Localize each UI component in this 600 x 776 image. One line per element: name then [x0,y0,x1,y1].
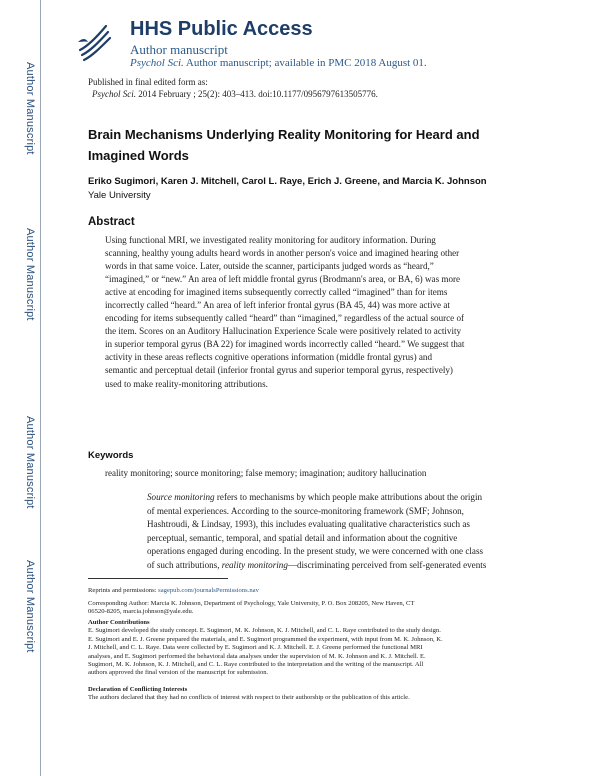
conflict-statement: Declaration of Conflicting Interests The authors declared that they had no conflicts of interest with respect to their authorship or the publication of this article. [88,686,528,703]
keywords-list: reality monitoring; source monitoring; false memory; imagination; auditory hallucination [105,468,427,478]
contributions-heading: Author Contributions [88,619,150,626]
citation-line: Psychol Sci. 2014 February ; 25(2): 403–413. doi:10.1177/0956797613505776. [92,89,378,99]
abstract-heading: Abstract [88,216,135,228]
margin-label: Author Manuscript [24,228,36,321]
hhs-eagle-logo-icon [76,20,112,64]
margin-label: Author Manuscript [24,560,36,653]
body-line: of mental experiences. According to the source-monitoring framework (SMF; Johnson, [147,505,464,516]
abstract-line: activity in these areas reflects cognitive operations information (middle frontal gyrus) and [105,352,433,363]
margin-rule [40,0,41,776]
published-in-label: Published in final edited form as: [88,77,208,87]
abstract-line: used to make reality-monitoring attributions. [105,378,268,389]
corresponding-author: Corresponding Author: Marcia K. Johnson, Department of Psychology, Yale University, P. O. Box 208205, New Haven, CT 06520-8205, marcia.johnson@yale.edu. [88,600,415,616]
abstract-line: the item. Scores on an Auditory Hallucination Experience Scale were positively related to activity [105,326,462,337]
keywords-heading: Keywords [88,450,134,461]
abstract-line: semantic and perceptual detail (inferior frontal gyrus and superior temporal gyrus, respectively) [105,365,453,376]
body-line: perceptual, semantic, temporal, and spatial detail and information about the cognitive [147,532,458,543]
body-line: Hashtroudi, & Lindsay, 1993), this includes evaluating qualitative characteristics such as [147,519,470,530]
abstract-line: “imagined,” or “new.” An area of left middle frontal gyrus (Brodmann's area, or BA, 6) was more [105,274,461,285]
article-title: Brain Mechanisms Underlying Reality Monitoring for Heard and Imagined Words [88,127,480,163]
abstract-line: words in that same voice. Later, outside the scanner, participants judged words as “heard,” [105,261,434,272]
author-contributions: Author Contributions E. Sugimori developed the study concept. E. Sugimori, M. K. Johnson, K. J. Mitchell, and C. L. Raye contributed to the study design. E. Sugimori and E. J. Greene prepared the materials, and E. Sugimori programmed the experiment, with input from M. K. Johnson, K. J. Mitchell, and C. L. Raye. Data were collected by E. Sugimori and K. J. Mitchell. E. J. Greene performed the functional MRI analyses, and E. Sugimori performed the behavioral data analyses under the supervision of M. K. Johnson and K. J. Mitchell. E. Sugimori, M. K. Johnson, K. J. Mitchell, and C. L. Raye contributed to the interpretation and the writing of the manuscript. All authors approved the final version of the manuscript for submission. [88,619,528,678]
abstract-text [105,234,525,391]
footnote-divider [88,578,228,579]
abstract-line: scanning, healthy young adults heard words in another person's voice and imagined hearing other [105,248,460,259]
body-paragraph [147,491,547,573]
body-line: Source monitoring refers to mechanisms by which people make attributions about the origin [147,492,483,502]
reprints-line: Reprints and permissions: sagepub.com/journalsPermissions.nav [88,587,259,594]
conflict-heading: Declaration of Conflicting Interests [88,686,188,693]
abstract-line: in superior temporal gyrus (BA 22) for imagined words incorrectly called “heard.” We suggest that [105,339,465,350]
author-list: Eriko Sugimori, Karen J. Mitchell, Carol L. Raye, Erich J. Greene, and Marcia K. Johnson [88,176,487,187]
body-line: operations engaged during encoding. In the present study, we were concerned with one class [147,546,484,557]
author-manuscript-label: Author manuscript [130,42,228,57]
availability-line: Psychol Sci. Author manuscript; available in PMC 2018 August 01. [130,57,427,69]
body-line: of such attributions, reality monitoring—discriminating perceived from self-generated events [147,559,487,570]
margin-label: Author Manuscript [24,416,36,509]
abstract-line: active at encoding for imagined items subsequently correctly called “imagined” than for items [105,287,448,298]
abstract-line: incorrectly called “heard.” An area of left inferior frontal gyrus (BA 45, 44) was more active at [105,300,450,311]
margin-label: Author Manuscript [24,62,36,155]
affiliation: Yale University [88,190,151,201]
permissions-link[interactable]: sagepub.com/journalsPermissions.nav [158,587,259,594]
abstract-line: encoding for items subsequently called “heard” than “imagined,” regardless of the actual source of [105,313,465,324]
abstract-line: Using functional MRI, we investigated reality monitoring for auditory information. During [105,235,436,245]
hhs-public-access-title: HHS Public Access [130,18,313,40]
